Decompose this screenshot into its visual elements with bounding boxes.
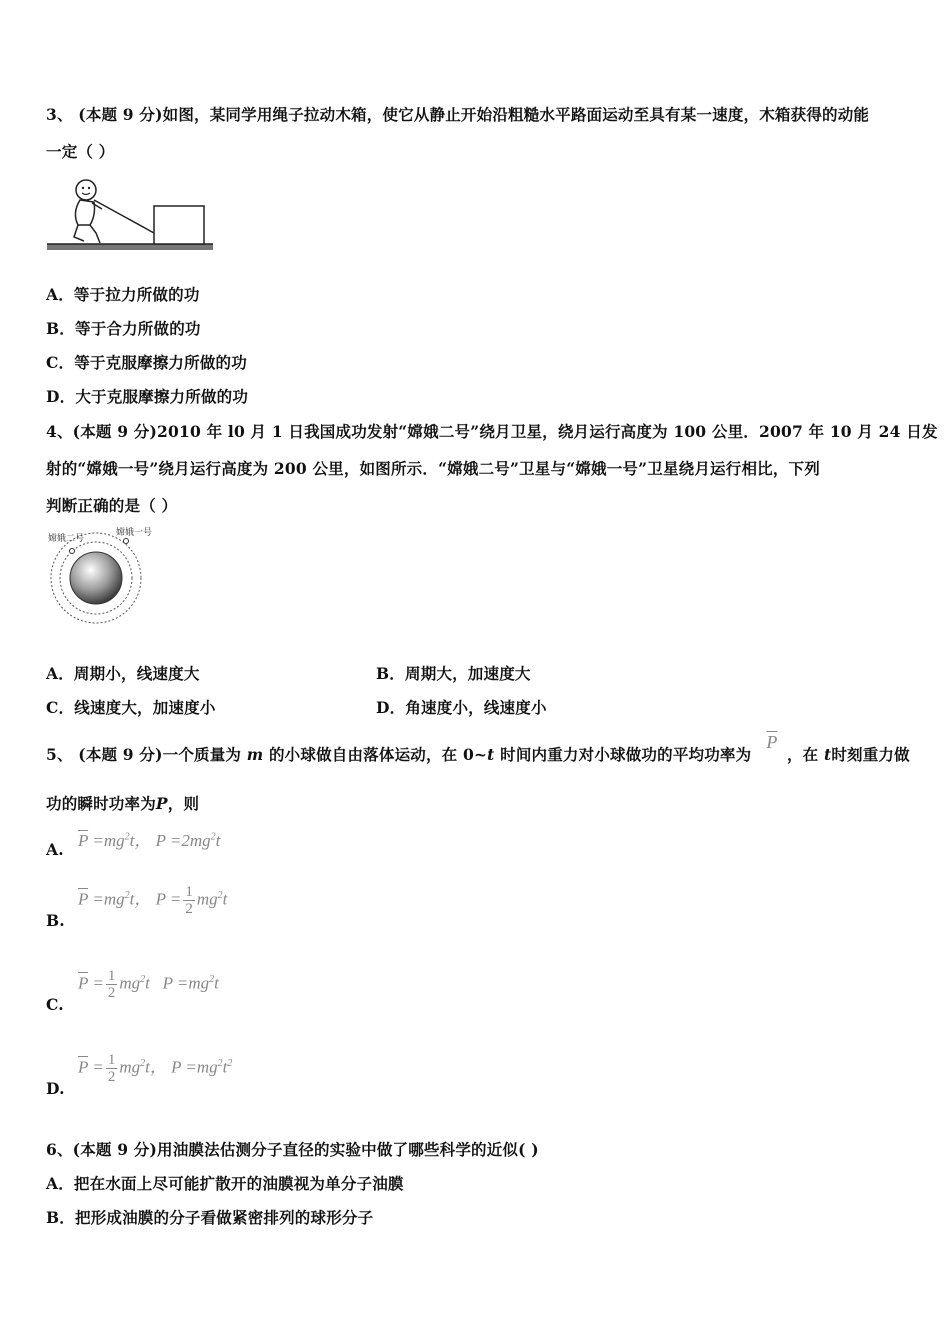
satellite-chang-e-2 [70, 549, 75, 554]
q5-stem-line1: 5、 (本题 9 分)一个质量为 m 的小球做自由落体运动，在 0~t 时间内重力对小球做功的平均功率为 $\overline{P}$，在 t时刻重力做 [46, 732, 910, 764]
q6-option-a: A．把在水面上尽可能扩散开的油膜视为单分子油膜 [46, 1174, 404, 1193]
q5-option-d-label: D. [46, 1079, 65, 1098]
var-t: t [487, 745, 495, 764]
q3-stem-line2: 一定（ ） [46, 142, 115, 161]
moon [70, 552, 122, 604]
q4-option-a: A．周期小，线速度大 [46, 664, 200, 683]
var-t2: t [823, 745, 832, 764]
q5-option-a-formula: $\overline{P} =mg^2t$， $P =2mg^2t$ [78, 831, 221, 850]
label-chang-e-2: 嫦娥二号 [48, 534, 85, 544]
q5-option-c-label: C. [46, 995, 64, 1014]
q3-stem-line1: 3、 (本题 9 分)如图，某同学用绳子拉动木箱，使它从静止开始沿粗糙水平路面运动至具有某一速度，木箱获得的动能 [46, 105, 870, 124]
q4-stem-line3: 判断正确的是（ ） [46, 496, 178, 515]
var-P: P [155, 794, 168, 813]
q3-option-a: A．等于拉力所做的功 [46, 285, 200, 304]
q5-option-c-formula: $\overline{P}$ = $\frac{1}{2}$ $mg^2t$ $P =mg^2t$ [78, 968, 219, 1001]
p-bar-symbol: $\overline{P}$ [766, 732, 778, 752]
q5-option-b-formula: $\overline{P} =mg^2t$， P = $\frac{1}{2}$ $mg^2t$ [78, 884, 228, 917]
q5-option-d-formula: $\overline{P}$ = $\frac{1}{2}$ $mg^2t$， $P =mg^2t^2$ [78, 1052, 233, 1085]
q3-option-c: C．等于克服摩擦力所做的功 [46, 353, 247, 372]
q5-option-a-label: A. [46, 840, 64, 859]
q6-stem-line1: 6、(本题 9 分)用油膜法估测分子直径的实验中做了哪些科学的近似( ) [46, 1140, 539, 1159]
q5-option-b-label: B. [46, 911, 65, 930]
q5-stem-line2: 功的瞬时功率为P，则 [46, 794, 200, 813]
q4-stem-line1: 4、(本题 9 分)2010 年 l0 月 1 日我国成功发射“嫦娥二号”绕月卫星，绕月运行高度为 100 公里．2007 年 10 月 24 日发 [46, 422, 938, 441]
label-chang-e-1: 嫦娥一号 [116, 528, 153, 538]
q3-figure-person-pulling-box [44, 175, 216, 255]
var-m: m [246, 745, 264, 764]
q4-stem-line2: 射的“嫦娥一号”绕月运行高度为 200 公里，如图所示．“嫦娥二号”卫星与“嫦娥一号”卫星绕月运行相比，下列 [46, 459, 820, 478]
q4-option-c: C．线速度大，加速度小 [46, 698, 216, 717]
q3-option-d: D．大于克服摩擦力所做的功 [46, 387, 249, 406]
q4-figure-orbits [44, 522, 164, 632]
q3-option-b: B．等于合力所做的功 [46, 319, 201, 338]
satellite-chang-e-1 [124, 539, 129, 544]
q4-option-b: B．周期大，加速度大 [376, 664, 531, 683]
q4-option-d: D．角速度小，线速度小 [376, 698, 547, 717]
q6-option-b: B．把形成油膜的分子看做紧密排列的球形分子 [46, 1208, 374, 1227]
